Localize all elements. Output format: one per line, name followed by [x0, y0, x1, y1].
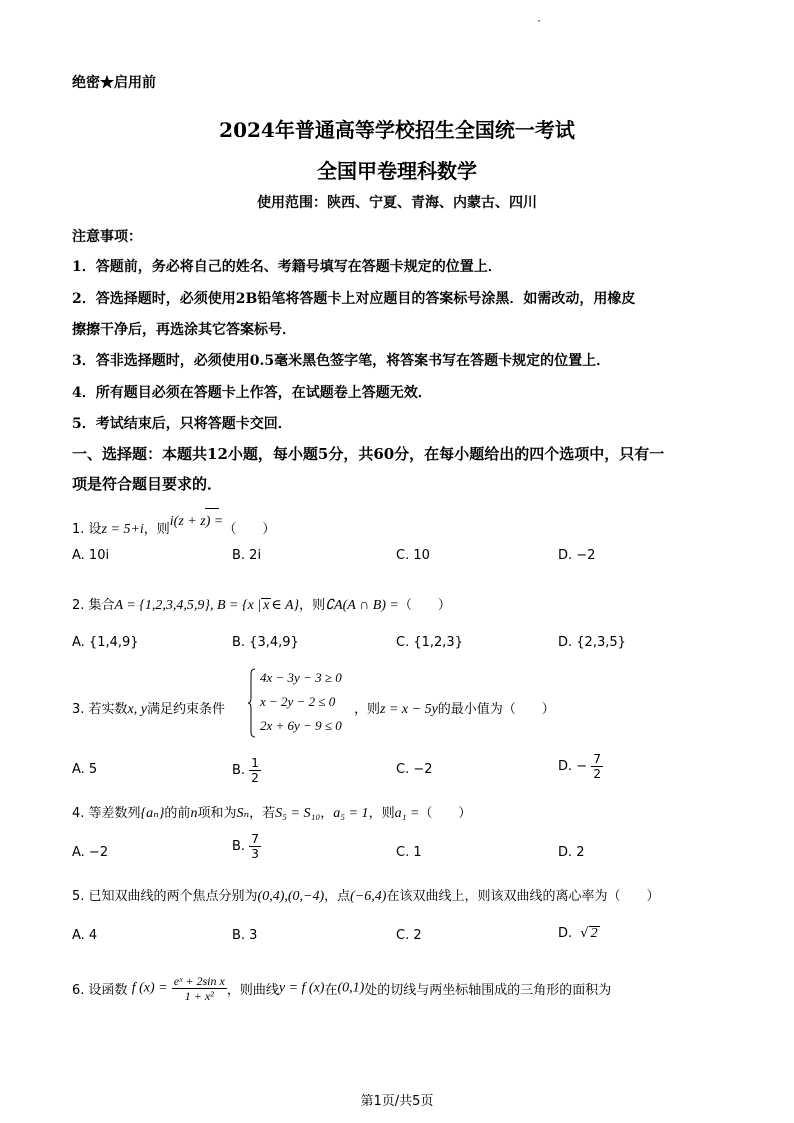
q4-paren: （ ） [419, 806, 472, 821]
q5-mid: ，点 [324, 889, 351, 904]
q1-option-a[interactable]: A. 10i [72, 548, 110, 563]
note-item: 4．所有题目必须在答题卡上作答，在试题卷上答题无效． [72, 385, 432, 401]
q4-n: n [190, 806, 198, 821]
q4-option-b-label: B. [232, 839, 246, 854]
page-footer: 第1页/共5页 [360, 1094, 434, 1109]
q4-mid4: ，则 [368, 806, 395, 821]
exam-subtitle: 全国甲卷理科数学 [317, 159, 477, 183]
q1-option-c[interactable]: C. 10 [396, 548, 430, 563]
q1-option-b[interactable]: B. 2i [232, 548, 262, 563]
fraction-denominator: 3 [251, 847, 259, 861]
note-item: 1．答题前，务必将自己的姓名、考籍号填写在答题卡规定的位置上． [72, 259, 502, 275]
q2-expression: ∁A(A ∩ B) = [325, 598, 399, 613]
section-heading: 一、选择题：本题共12小题，每小题5分，共60分，在每小题给出的四个选项中，只有一 [72, 445, 665, 463]
q2-paren: （ ） [398, 598, 451, 613]
q4-option-d[interactable]: D. 2 [558, 845, 585, 860]
q4-mid1: 的前 [164, 806, 191, 821]
q2-sqrt: x [263, 598, 270, 613]
q3-vars: x, y [127, 702, 147, 717]
q3-suffix: 的最小值为（ ） [437, 702, 555, 717]
sqrt-icon: √ [580, 926, 589, 941]
note-item: 2．答选择题时，必须使用2B铅笔将答题卡上对应题目的答案标号涂黑．如需改动，用橡皮 [72, 291, 636, 307]
q3-option-b[interactable] [232, 756, 261, 785]
fraction [591, 752, 603, 781]
note-item: 5．考试结束后，只将答题卡交回． [72, 416, 292, 432]
q2-set-a: A = {1,2,3,4,5,9} [114, 598, 210, 613]
q3-option-d[interactable] [558, 752, 603, 781]
q2-prefix: 2. 集合 [72, 598, 115, 613]
q5-suffix: 在该双曲线上，则该双曲线的离心率为（ ） [386, 889, 660, 904]
q2-mid: ，则 [299, 598, 326, 613]
q4-sn: Sₙ [236, 806, 250, 821]
q2-set-b-close: ∈ A} [271, 598, 300, 613]
q2-option-c[interactable]: C. {1,2,3} [396, 635, 463, 650]
q1-expression: i(z + z) = [169, 514, 224, 529]
section-heading-cont: 项是符合题目要求的． [72, 475, 223, 493]
q3-prefix: 3. 若实数 [72, 702, 128, 717]
q6-curve: y = f (x) [278, 980, 325, 996]
q1-mid: ，则 [143, 522, 170, 537]
constraint-1: 4x − 3y − 3 ≥ 0 [260, 670, 342, 685]
q2-option-a[interactable]: A. {1,4,9} [72, 635, 139, 650]
q3-objective: z = x − 5y [380, 702, 438, 717]
confidential-label: 绝密★启用前 [72, 75, 156, 91]
q3-option-b-label: B. [232, 763, 246, 778]
notes-heading: 注意事项： [72, 229, 142, 245]
question-1 [72, 514, 276, 538]
q4-option-b[interactable] [232, 832, 261, 861]
fraction-numerator: 7 [251, 832, 259, 846]
q6-mid2: 在 [324, 983, 338, 998]
note-item: 擦擦干净后，再选涂其它答案标号． [72, 322, 296, 338]
fraction-numerator: 1 [251, 756, 259, 770]
q5-option-b[interactable]: B. 3 [232, 928, 258, 943]
question-3-lead [72, 698, 225, 718]
q1-prefix: 1. 设 [72, 522, 102, 537]
q5-option-d-label: D. [558, 926, 573, 941]
q2-option-b[interactable]: B. {3,4,9} [232, 635, 299, 650]
q6-prefix: 6. 设函数 [72, 983, 128, 998]
q5-option-c[interactable]: C. 2 [396, 928, 422, 943]
q5-option-a[interactable]: A. 4 [72, 928, 98, 943]
q1-option-d[interactable]: D. −2 [558, 548, 596, 563]
question-6 [72, 974, 611, 1003]
q3-option-d-label: D. − [558, 759, 588, 774]
q3-option-c[interactable]: C. −2 [396, 762, 433, 777]
q4-cond1: S₅ = S₁₀ [275, 806, 321, 821]
q5-point: (−6,4) [350, 889, 387, 904]
q4-mid2: 项和为 [197, 806, 237, 821]
q6-point: (0,1) [337, 980, 365, 996]
q4-seq: {aₙ} [140, 806, 165, 821]
sqrt-radicand: 2 [590, 926, 598, 941]
q6-suffix: 处的切线与两坐标轴围成的三角形的面积为 [364, 983, 612, 998]
q4-cond2: a₅ = 1 [333, 806, 369, 821]
q5-prefix: 5. 已知双曲线的两个焦点分别为 [72, 889, 258, 904]
exam-title: 2024年普通高等学校招生全国统一考试 [219, 118, 575, 142]
fraction-numerator: 7 [593, 752, 601, 766]
question-5 [72, 885, 659, 905]
q5-foci: (0,4),(0,−4) [257, 889, 325, 904]
left-brace-icon [248, 668, 256, 738]
fraction [249, 832, 261, 861]
fraction-denominator: 1 + x² [184, 989, 214, 1003]
q3-mid2: ，则 [354, 702, 381, 717]
q2-option-d[interactable]: D. {2,3,5} [558, 635, 626, 650]
q4-ask: a₁ = [394, 806, 420, 821]
question-2 [72, 594, 451, 614]
constraint-3: 2x + 6y − 9 ≤ 0 [260, 718, 342, 733]
question-4 [72, 802, 471, 822]
q6-fx: f (x) = [131, 980, 168, 996]
q4-mid3: ，若 [249, 806, 276, 821]
fraction-denominator: 2 [593, 767, 601, 781]
fraction-denominator: 2 [251, 771, 259, 785]
q4-option-c[interactable]: C. 1 [396, 845, 422, 860]
usage-scope: 使用范围：陕西、宁夏、青海、内蒙古、四川 [257, 195, 537, 211]
question-3-tail [354, 698, 555, 718]
note-item: 3．答非选择题时，必须使用0.5毫米黑色签字笔，将答案书写在答题卡规定的位置上． [72, 353, 611, 369]
q1-given: z = 5+i [101, 522, 144, 537]
q2-set-b-open: , B = {x | [210, 598, 262, 613]
scan-speck [538, 20, 540, 22]
q1-paren: （ ） [223, 522, 276, 537]
q3-option-a[interactable]: A. 5 [72, 762, 98, 777]
q6-mid1: ，则曲线 [226, 983, 279, 998]
q4-sep: ， [320, 806, 334, 821]
fraction-numerator: eˣ + 2sin x [173, 974, 225, 988]
q5-option-d[interactable] [558, 926, 600, 941]
constraint-2: x − 2y − 2 ≤ 0 [260, 694, 336, 709]
q4-option-a[interactable]: A. −2 [72, 845, 109, 860]
q3-mid1: 满足约束条件 [146, 702, 225, 717]
q4-prefix: 4. 等差数列 [72, 806, 141, 821]
fraction [249, 756, 261, 785]
q6-fraction [172, 974, 227, 1003]
conjugate-bar [205, 508, 219, 509]
